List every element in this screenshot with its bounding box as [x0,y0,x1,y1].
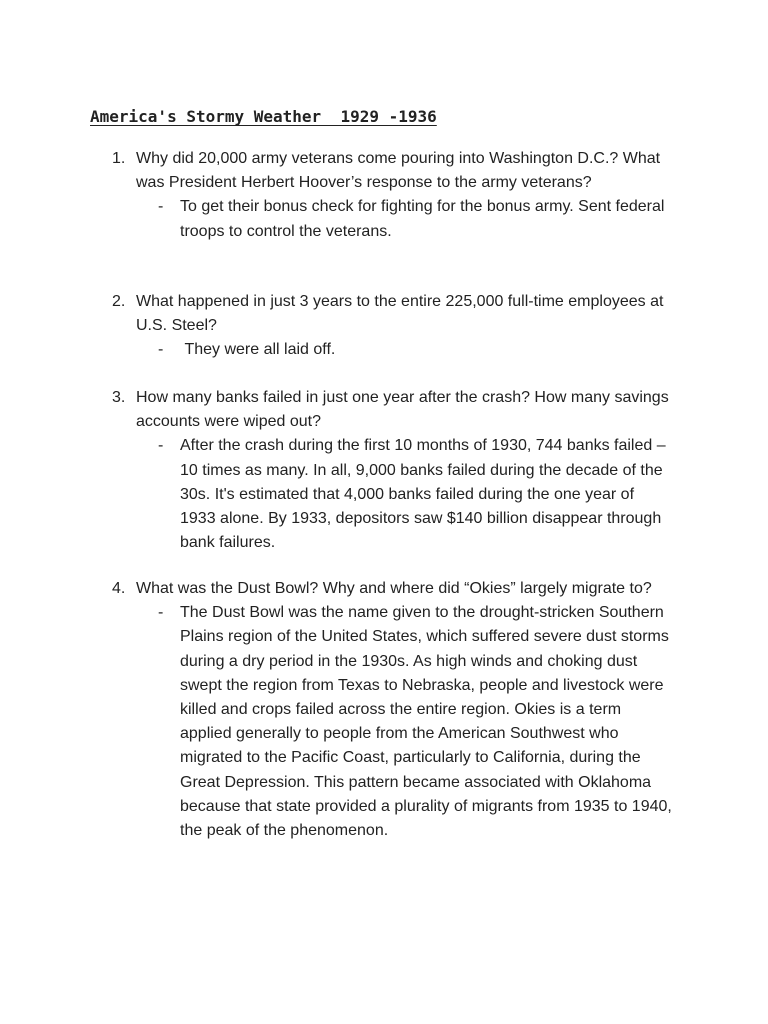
question-number: 3. [112,389,126,406]
answer-dash: - [158,341,164,359]
answer-item [112,601,672,843]
answer-item [112,434,672,555]
question-text: What was the Dust Bowl? Why and where did “Okies” largely migrate to? [136,580,652,597]
answer-text: They were all laid off. [180,341,336,359]
question-text: How many banks failed in just one year after the crash? How many savings accounts were wiped out? [136,389,669,431]
question-item [112,290,672,363]
question-text: Why did 20,000 army veterans come pouring into Washington D.C.? What was President Herbert Hoover’s response to the army veterans? [136,150,661,192]
answer-dash: - [158,198,164,216]
question-item [112,386,672,555]
answer-dash: - [158,604,164,622]
answer-text: The Dust Bowl was the name given to the drought-stricken Southern Plains region of the United States, which suffered severe dust storms during a dry period in the 1930s. As high winds and choking dust swept the region from Texas to Nebraska, people and livestock were killed and crops failed across the entire region. Okies is a term applied generally to people from the American Southwest who migrated to the Pacific Coast, particularly to California, during the Great Depression. This pattern became associated with Oklahoma because that state provided a plurality of migrants from 1935 to 1940, the peak of the phenomenon. [180,604,672,840]
answer-dash: - [158,437,164,455]
answer-text: After the crash during the first 10 months of 1930, 744 banks failed – 10 times as many. In all, 9,000 banks failed during the decade of the 30s. It's estimated that 4,000 banks failed during the one year of 1933 alone. By 1933, depositors saw $140 billion disappear through bank failures. [180,437,666,552]
question-item [112,147,672,244]
question-number: 4. [112,580,126,597]
question-number: 1. [112,150,126,167]
answer-item [112,195,672,243]
answer-text: To get their bonus check for fighting for the bonus army. Sent federal troops to control the veterans. [180,198,665,240]
question-item [112,577,672,843]
question-number: 2. [112,293,126,310]
document-title: America's Stormy Weather 1929 -1936 [90,107,437,126]
question-text: What happened in just 3 years to the entire 225,000 full-time employees at U.S. Steel? [136,293,664,335]
answer-item [112,338,672,362]
